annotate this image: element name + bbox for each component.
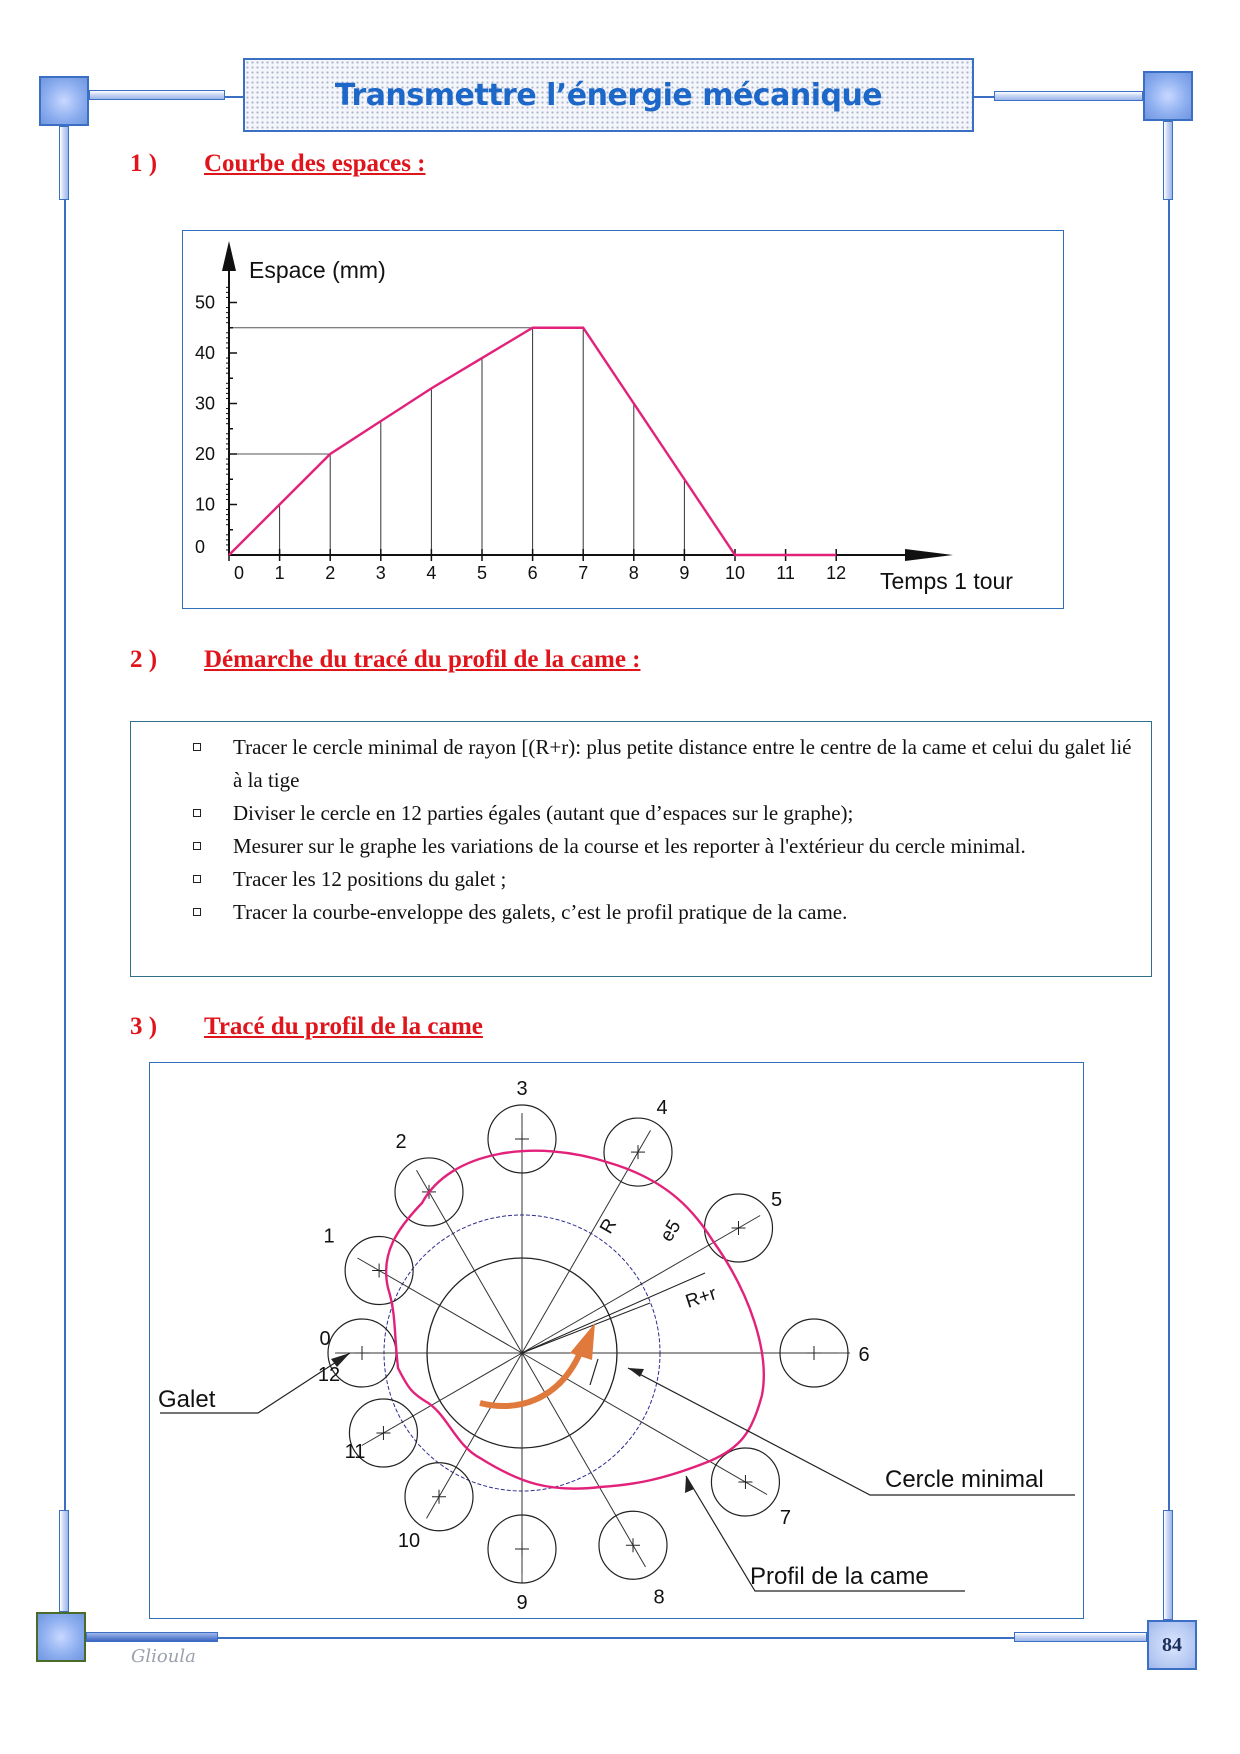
step-item: Tracer le cercle minimal de rayon [(R+r): plus petite distance entre le centre de la came et celui du galet lié à la tige [193, 731, 1133, 797]
frame-bar-right-bottom [1163, 1510, 1173, 1620]
profil-arrow-head [685, 1476, 694, 1493]
position-label: 1 [323, 1225, 335, 1248]
rotation-arrow [480, 1353, 580, 1406]
steps-list [193, 731, 1133, 929]
frame-bottom-line [218, 1637, 1014, 1639]
step-item: Tracer les 12 positions du galet ; [193, 863, 1133, 896]
position-label: 7 [779, 1507, 791, 1529]
frame-bar-bottom-right [1014, 1632, 1147, 1642]
step-item: Mesurer sur le graphe les variations de la course et les reporter à l'extérieur du cercle minimal. [193, 830, 1133, 863]
cam-profile-curve [386, 1151, 764, 1489]
small-arrow [590, 1359, 598, 1385]
frame-bar-bottom-left [86, 1632, 218, 1642]
position-label: 3 [516, 1078, 528, 1100]
frame-right-line [1168, 200, 1170, 1520]
frame-bar-top-right [994, 91, 1143, 101]
frame-bar-top-left [89, 90, 225, 100]
radial-line [522, 1353, 646, 1567]
frame-top-left-link [225, 96, 243, 98]
x-tick-label: 2 [325, 563, 336, 583]
y-tick-label: 0 [195, 537, 206, 557]
section-2-title: Démarche du tracé du profil de la came : [204, 646, 641, 673]
y-tick-label: 10 [195, 494, 216, 515]
position-label: 2 [395, 1130, 407, 1153]
x-axis-arrow [905, 549, 953, 561]
radial-line [357, 1258, 522, 1353]
radius-label: R [596, 1215, 622, 1238]
frame-top-right-link [974, 96, 994, 98]
x-tick-label: 0 [233, 563, 245, 583]
y-tick-label: 40 [195, 343, 216, 363]
cam-profile-diagram [150, 1063, 1082, 1617]
x-tick-label: 12 [826, 563, 847, 583]
radial-line [522, 1353, 767, 1495]
frame-bar-left-bottom [59, 1510, 69, 1612]
radius-label: R+r [683, 1283, 720, 1313]
radius-label: e5 [656, 1216, 686, 1246]
page-title: Transmettre l’énergie mécanique [334, 77, 883, 113]
x-tick-label: 11 [776, 563, 795, 583]
x-tick-label: 5 [476, 563, 488, 583]
section-2-number: 2 ) [130, 646, 158, 673]
corner-top-left [39, 76, 89, 126]
position-label: 11 [344, 1441, 366, 1463]
position-label: 10 [397, 1529, 421, 1552]
position-label: 8 [653, 1586, 665, 1609]
profil-callout: Profil de la came [750, 1563, 929, 1590]
page-number: 84 [1147, 1620, 1197, 1670]
x-tick-label: 1 [274, 563, 285, 583]
step-item: Diviser le cercle en 12 parties égales (autant que d’espaces sur le graphe); [193, 797, 1133, 830]
y-tick-label: 30 [195, 393, 216, 414]
title-banner [243, 58, 974, 132]
x-tick-label: 7 [578, 563, 589, 583]
cam-diagram-box [149, 1062, 1084, 1619]
y-axis-label: Espace (mm) [249, 257, 386, 283]
y-axis-arrow [222, 241, 236, 271]
x-tick-label: 4 [426, 563, 437, 583]
position-label: 9 [516, 1592, 528, 1614]
section-1-title: Courbe des espaces : [204, 150, 426, 177]
frame-bar-right-top [1163, 121, 1173, 200]
radial-line [522, 1130, 651, 1353]
rotation-arrow-head [570, 1323, 595, 1360]
radius-line [522, 1273, 705, 1353]
radial-line [522, 1216, 760, 1354]
step-item: Tracer la courbe-enveloppe des galets, c’est le profil pratique de la came. [193, 896, 1133, 929]
frame-bar-left-top [59, 126, 69, 200]
x-tick-label: 9 [679, 563, 690, 583]
author-signature: Glioula [131, 1646, 196, 1667]
position-label: 12 [317, 1364, 341, 1386]
section-1-number: 1 ) [130, 150, 158, 177]
galet-callout: Galet [158, 1386, 216, 1413]
section-3-number: 3 ) [130, 1013, 158, 1040]
corner-bottom-left [36, 1612, 86, 1662]
x-tick-label: 6 [527, 563, 538, 583]
position-label: 6 [858, 1344, 870, 1366]
position-label: 0 [319, 1328, 331, 1350]
y-tick-label: 50 [195, 292, 216, 313]
x-tick-label: 3 [375, 563, 386, 583]
corner-top-right [1143, 71, 1193, 121]
cercle-minimal-callout: Cercle minimal [885, 1466, 1044, 1493]
x-tick-label: 8 [628, 563, 639, 583]
y-tick-label: 20 [195, 444, 216, 464]
space-time-chart [183, 231, 1062, 607]
steps-box [130, 721, 1152, 977]
position-label: 5 [770, 1189, 783, 1211]
frame-left-line [64, 200, 66, 1520]
x-tick-label: 10 [724, 563, 746, 583]
radial-line [427, 1353, 523, 1518]
chart-box [182, 230, 1064, 609]
position-label: 4 [656, 1097, 668, 1120]
section-3-title: Tracé du profil de la came [204, 1013, 483, 1040]
radial-line [417, 1170, 523, 1353]
x-axis-label: Temps 1 tour [880, 568, 1013, 594]
